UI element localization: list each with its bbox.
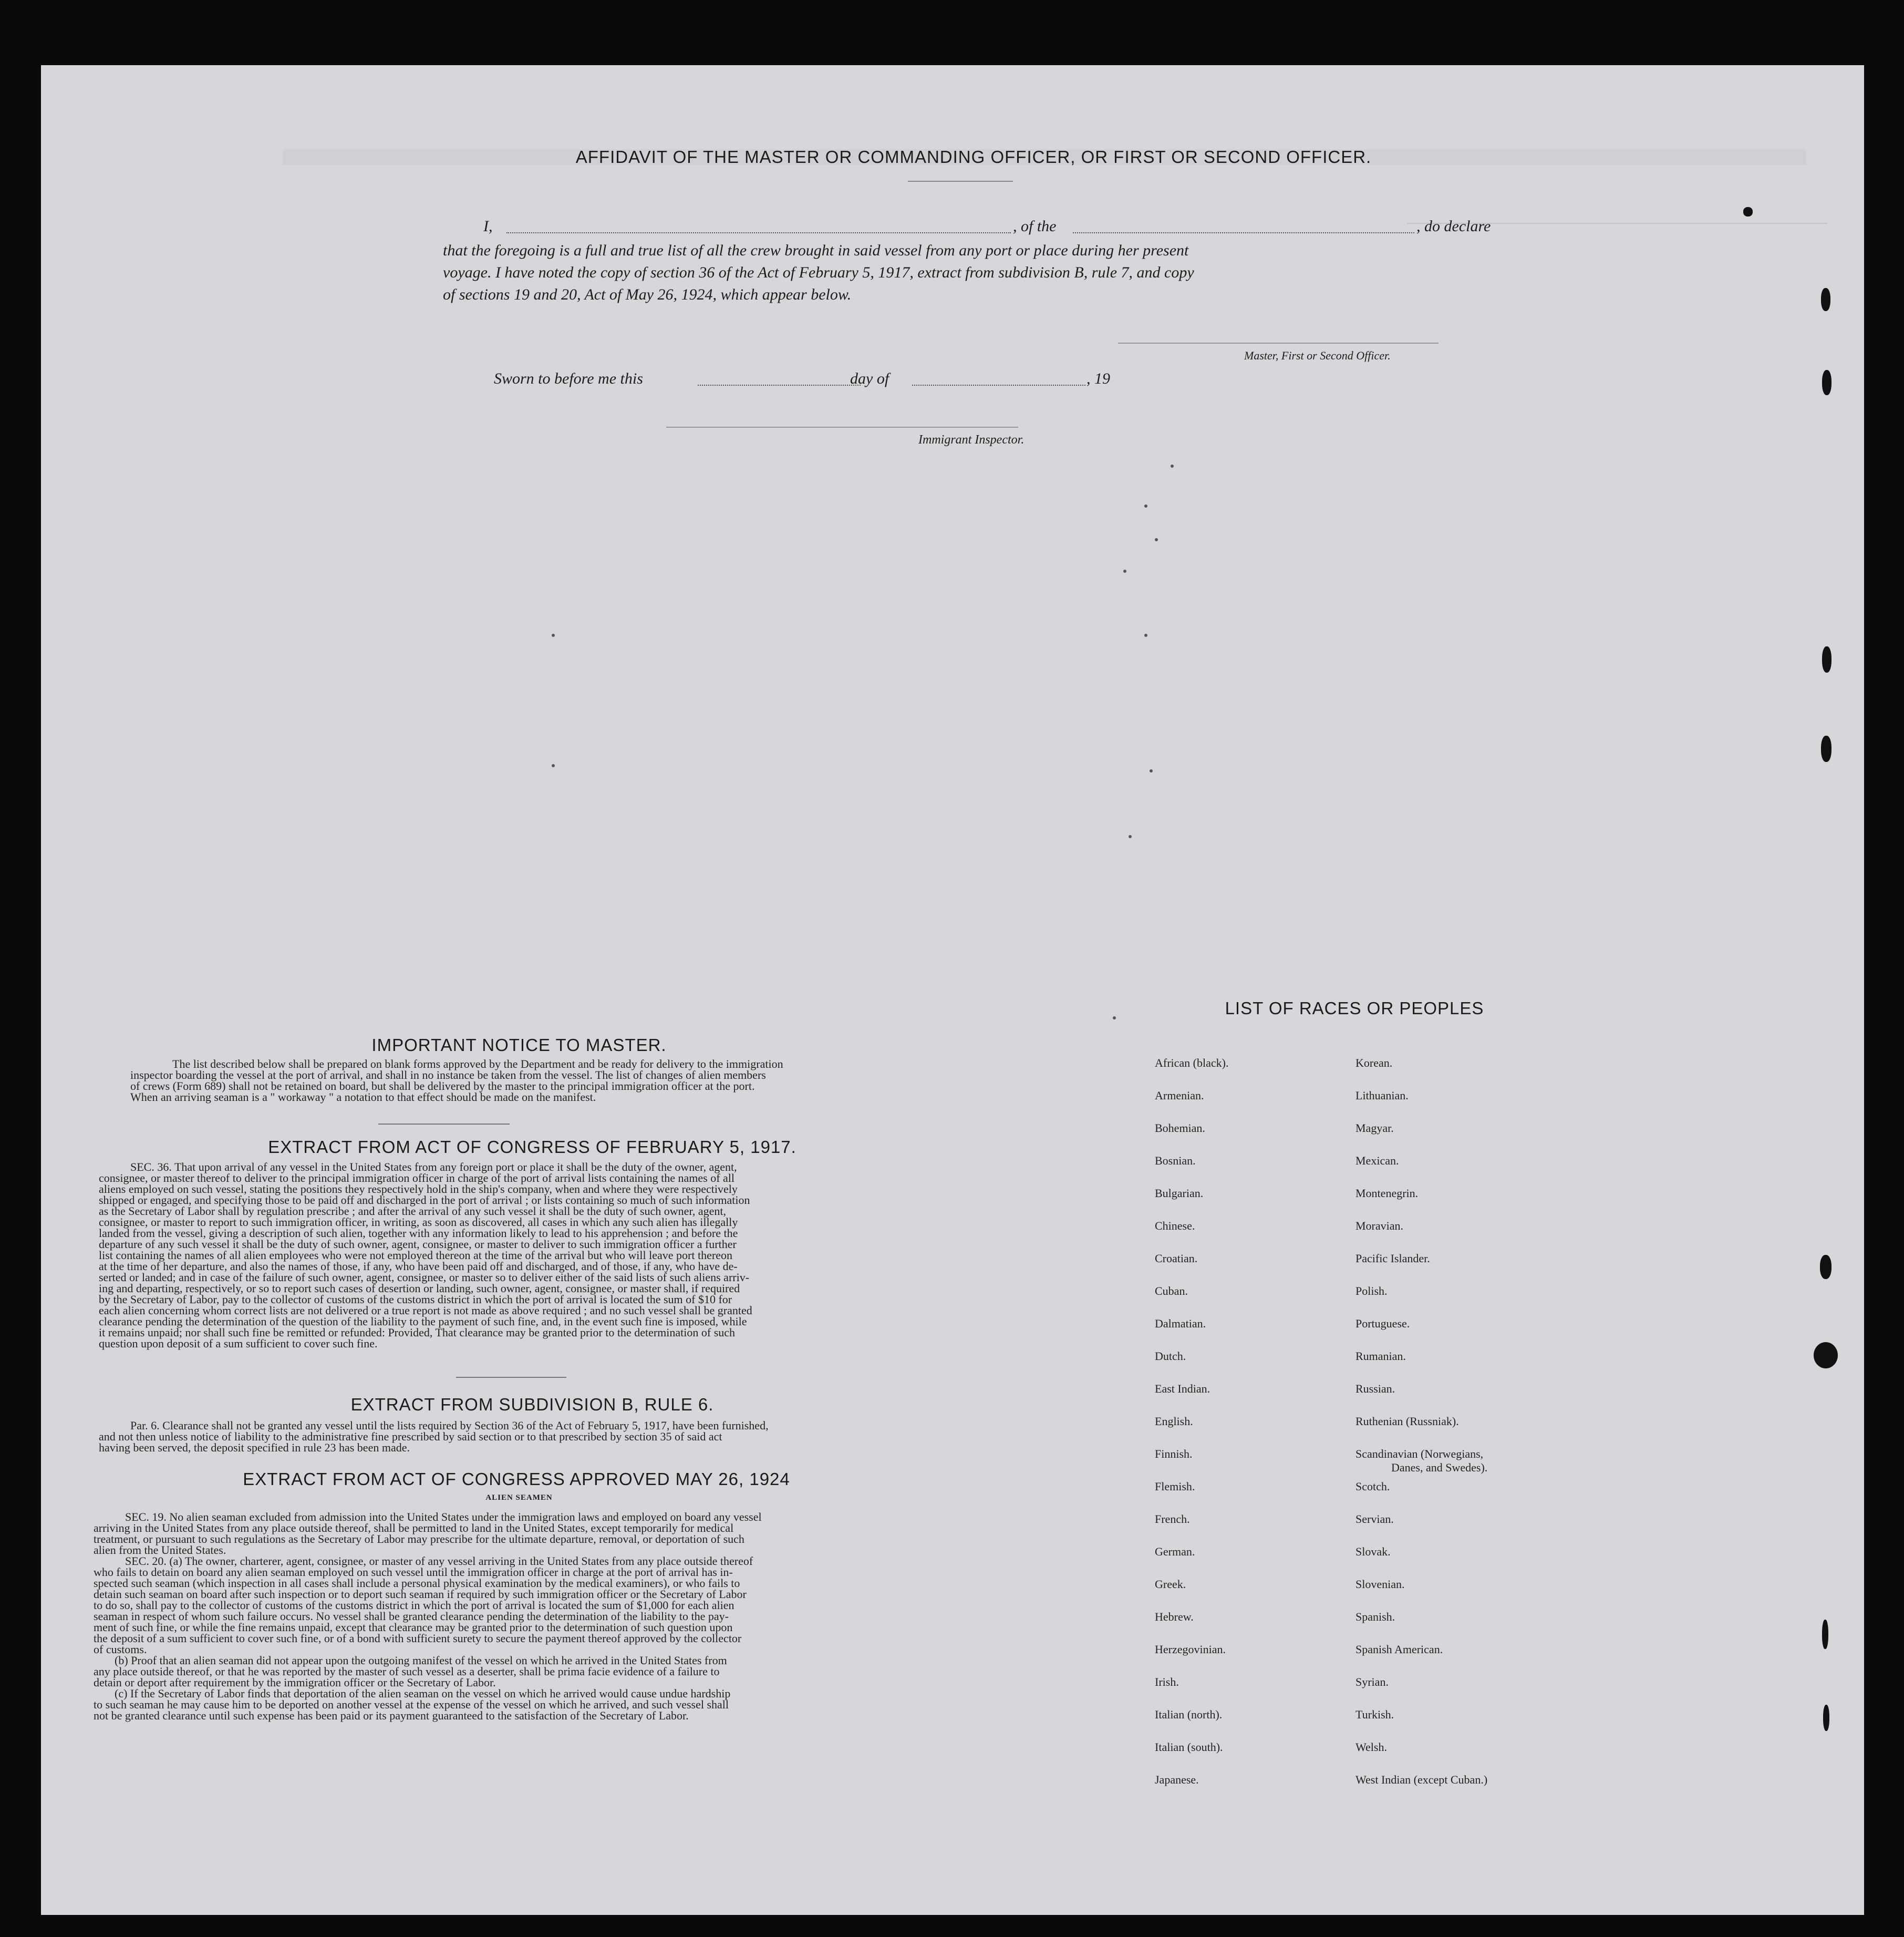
master-signature-label: Master, First or Second Officer. — [1244, 349, 1391, 362]
binder-hole — [1743, 207, 1753, 217]
extract-1924-title: EXTRACT FROM ACT OF CONGRESS APPROVED MAY 26, 1924 — [243, 1469, 790, 1489]
race-item: Lithuanian. — [1355, 1089, 1409, 1102]
day-of-label: day of — [850, 370, 889, 387]
sworn-label: Sworn to before me this — [494, 370, 643, 387]
race-item: Slovak. — [1355, 1545, 1391, 1558]
extract-1917-line: as the Secretary of Labor shall by regulation prescribe ; and after the arrival of any such vessel it shall be the duty of such owner, agent, — [99, 1204, 727, 1218]
race-item: Bulgarian. — [1155, 1187, 1204, 1200]
race-item: Rumanian. — [1355, 1349, 1406, 1363]
race-item: Magyar. — [1355, 1121, 1394, 1135]
extract-1917-line: departure of any such vessel it shall be the duty of such owner, agent, consignee, or master to deliver to such immigration officer a further — [99, 1238, 737, 1251]
extract-1917-line: clearance pending the determination of the question of the liability to the payment of such fine, and, in the event such fine is imposed, while — [99, 1315, 747, 1328]
extract-1924-line: detain such seaman on board after such inspection or to deport such seaman if required by such immigration officer or the Secretary of Labor — [94, 1588, 747, 1601]
extract-1924-line: of customs. — [94, 1643, 147, 1656]
race-item: Ruthenian (Russniak). — [1355, 1415, 1459, 1428]
race-item: Japanese. — [1155, 1773, 1199, 1786]
race-item: East Indian. — [1155, 1382, 1210, 1395]
extract-1917-line: by the Secretary of Labor, pay to the collector of customs of the customs district in which the port of arrival is located the sum of $10 for — [99, 1293, 732, 1306]
extract-1924-line: to do so, shall pay to the collector of customs of the customs district in which the port of arrival is located the sum of $1,000 for each alien — [94, 1599, 734, 1612]
affidavit-line-1: that the foregoing is a full and true list of all the crew brought in said vessel from any port or place during her present — [443, 242, 1189, 259]
subdivision-title: EXTRACT FROM SUBDIVISION B, RULE 6. — [350, 1395, 714, 1414]
extract-1924-line: spected such seaman (which inspection in all cases shall include a personal physical examination by the medical examiners), or who fails to — [94, 1577, 740, 1590]
extract-1917-line: consignee, or master to report to such immigration officer, in writing, as soon as discovered, all cases in which any such alien has illegally — [99, 1215, 738, 1229]
binder-hole — [1814, 1342, 1838, 1368]
races-title: LIST OF RACES OR PEOPLES — [1225, 998, 1484, 1018]
extract-1917-line: at the time of her departure, and also the names of those, if any, who have been paid off and discharged, and of those, if any, who have de- — [99, 1260, 738, 1273]
extract-1917-line: shipped or engaged, and specifying those to be paid off and discharged in the port of arrival ; or lists containing so much of such information — [99, 1193, 750, 1207]
binder-hole — [1823, 1705, 1829, 1731]
subdivision-line: having been served, the deposit specified in rule 23 has been made. — [99, 1441, 410, 1454]
race-item: English. — [1155, 1415, 1193, 1428]
race-item: Finnish. — [1155, 1447, 1193, 1460]
extract-1924-line: not be granted clearance until such expense has been paid or its payment guaranteed to the satisfaction of the Secretary of Labor. — [94, 1709, 689, 1722]
extract-1917-line: each alien concerning whom correct lists are not delivered or a true report is not made as above required ; and no such vessel shall be granted — [99, 1304, 752, 1317]
race-item: German. — [1155, 1545, 1195, 1558]
binder-hole — [1821, 288, 1830, 311]
extract-1917-line: question upon deposit of a sum sufficient to cover such fine. — [99, 1337, 378, 1350]
race-item: Moravian. — [1355, 1219, 1404, 1232]
affidavit-i-label: I, — [483, 218, 493, 235]
race-item: Chinese. — [1155, 1219, 1195, 1232]
race-item: Syrian. — [1355, 1675, 1389, 1688]
race-item: French. — [1155, 1512, 1190, 1526]
extract-1924-line: who fails to detain on board any alien seaman employed on such vessel until the immigration officer in charge at the port of arrival has in- — [94, 1565, 733, 1579]
affidavit-do-declare: , do declare — [1416, 218, 1491, 235]
race-item: Flemish. — [1155, 1480, 1195, 1493]
extract-1917-rule — [456, 1377, 566, 1378]
notice-rule — [378, 1124, 510, 1125]
race-item: Italian (south). — [1155, 1740, 1223, 1754]
race-item: Servian. — [1355, 1512, 1394, 1526]
race-item: Korean. — [1355, 1056, 1393, 1069]
binder-hole — [1822, 1620, 1828, 1649]
extract-1917-line: ing and departing, respectively, or so to report such cases of desertion or landing, such owner, agent, consignee, or master shall, if required — [99, 1282, 740, 1295]
subdivision-line: Par. 6. Clearance shall not be granted any vessel until the lists required by Section 36 of the Act of February 5, 1917, have been furnished, — [130, 1419, 769, 1432]
extract-1924-line: ment of such fine, or while the fine remains unpaid, except that clearance may be granted prior to the determination of such question upon — [94, 1621, 733, 1634]
extract-1917-title: EXTRACT FROM ACT OF CONGRESS OF FEBRUARY 5, 1917. — [268, 1137, 796, 1157]
year-label: , 19 — [1086, 370, 1110, 387]
extract-1917-line: aliens employed on such vessel, stating the positions they respectively hold in the ship's company, when and where they were respectively — [99, 1182, 738, 1196]
race-item: Croatian. — [1155, 1252, 1198, 1265]
race-item: Italian (north). — [1155, 1708, 1223, 1721]
extract-1917-line: serted or landed; and in case of the failure of such owner, agent, consignee, or master so to deliver either of the said lists of such aliens arriv- — [99, 1271, 750, 1284]
binder-hole — [1821, 736, 1831, 762]
race-item: Bohemian. — [1155, 1121, 1205, 1135]
affidavit-of-the: , of the — [1013, 218, 1057, 235]
notice-line: inspector boarding the vessel at the port of arrival, and shall in no instance be taken from the vessel. The list of changes of alien members — [130, 1068, 766, 1081]
race-item: Cuban. — [1155, 1284, 1188, 1297]
notice-line: The list described below shall be prepared on blank forms approved by the Department and be ready for delivery to the immigration — [172, 1057, 783, 1070]
race-item: Mexican. — [1355, 1154, 1399, 1167]
race-item: Turkish. — [1355, 1708, 1394, 1721]
extract-1917-line: list containing the names of all alien employees who were not employed thereon at the time of the arrival but who will leave port thereon — [99, 1249, 732, 1262]
extract-1924-line: treatment, or pursuant to such regulations as the Secretary of Labor may prescribe for the ultimate departure, removal, or deportation of such — [94, 1532, 744, 1546]
extract-1917-line: it remains unpaid; nor shall such fine be remitted or refunded: Provided, That clearance may be granted prior to the determination of such — [99, 1326, 736, 1339]
extract-1924-line: (c) If the Secretary of Labor finds that deportation of the alien seaman on the vessel on which he arrived would cause undue hardship — [115, 1687, 731, 1700]
extract-1917-line: SEC. 36. That upon arrival of any vessel in the United States from any foreign port or place it shall be the duty of the owner, agent, — [130, 1160, 737, 1173]
extract-1917-line: consignee, or master thereof to deliver to the principal immigration officer in charge of the port of arrival lists containing the names of all — [99, 1171, 735, 1184]
extract-1924-line: alien from the United States. — [94, 1543, 226, 1557]
notice-title: IMPORTANT NOTICE TO MASTER. — [371, 1035, 667, 1055]
extract-1924-line: SEC. 19. No alien seaman excluded from admission into the United States under the immigration laws and employed on board any vessel — [125, 1510, 762, 1523]
binder-hole — [1822, 646, 1831, 673]
race-item: Montenegrin. — [1355, 1187, 1419, 1200]
extract-1924-line: to such seaman he may cause him to be deported on another vessel at the expense of the vessel on which he arrived, and such vessel shall — [94, 1698, 729, 1711]
extract-1924-line: any place outside thereof, or that he was reported by the master of such vessel as a deserter, shall be prima facie evidence of a failure to — [94, 1665, 720, 1678]
race-item: Welsh. — [1355, 1740, 1387, 1754]
affidavit-title: AFFIDAVIT OF THE MASTER OR COMMANDING OFFICER, OR FIRST OR SECOND OFFICER. — [575, 147, 1372, 167]
race-item: Pacific Islander. — [1355, 1252, 1430, 1265]
extract-1924-line: arriving in the United States from any place outside thereof, shall be permitted to land in the United States, except temporarily for medical — [94, 1521, 734, 1534]
race-item: Russian. — [1355, 1382, 1395, 1395]
binder-hole — [1820, 1255, 1831, 1279]
race-item: Dalmatian. — [1155, 1317, 1206, 1330]
extract-1924-line: the deposit of a sum sufficient to cover such fine, or of a bond with sufficient surety to secure the payment thereof approved by the collector — [94, 1632, 742, 1645]
race-item: Polish. — [1355, 1284, 1388, 1297]
notice-line: When an arriving seaman is a " workaway " a notation to that effect should be made on the manifest. — [130, 1090, 596, 1104]
race-item: Herzegovinian. — [1155, 1643, 1226, 1656]
affidavit-line-2: voyage. I have noted the copy of section 36 of the Act of February 5, 1917, extract from subdivision B, rule 7, and copy — [443, 264, 1194, 281]
notice-line: of crews (Form 689) shall not be retained on board, but shall be delivered by the master to the principal immigration officer at the port. — [130, 1079, 755, 1093]
race-item: Irish. — [1155, 1675, 1179, 1688]
extract-1917-line: landed from the vessel, giving a description of such alien, together with any information likely to lead to his apprehension ; and before the — [99, 1227, 738, 1240]
inspector-label: Immigrant Inspector. — [918, 433, 1025, 447]
document-page — [41, 65, 1864, 1915]
race-item: Scandinavian (Norwegians, — [1355, 1447, 1484, 1460]
race-item: African (black). — [1155, 1056, 1229, 1069]
race-item: Dutch. — [1155, 1349, 1186, 1363]
subdivision-line: and not then unless notice of liability to the administrative fine prescribed by said section or to that prescribed by section 35 of said act — [99, 1430, 722, 1443]
race-item: Spanish. — [1355, 1610, 1395, 1623]
race-item: Greek. — [1155, 1578, 1186, 1591]
race-item: Scotch. — [1355, 1480, 1390, 1493]
extract-1924-line: detain or deport after requirement by the immigration officer or the Secretary of Labor. — [94, 1676, 496, 1689]
race-item: Armenian. — [1155, 1089, 1204, 1102]
extract-1924-line: SEC. 20. (a) The owner, charterer, agent, consignee, or master of any vessel arriving in the United States from any place outside thereof — [125, 1554, 753, 1568]
race-item: West Indian (except Cuban.) — [1355, 1773, 1488, 1786]
extract-1924-line: seaman in respect of whom such failure occurs. No vessel shall be granted clearance pending the determination of the liability to the pay- — [94, 1610, 729, 1623]
race-item: Danes, and Swedes). — [1391, 1461, 1488, 1474]
extract-1924-subtitle: ALIEN SEAMEN — [485, 1493, 553, 1502]
race-item: Slovenian. — [1355, 1578, 1405, 1591]
affidavit-line-3: of sections 19 and 20, Act of May 26, 1924, which appear below. — [443, 286, 852, 303]
race-item: Hebrew. — [1155, 1610, 1194, 1623]
race-item: Bosnian. — [1155, 1154, 1196, 1167]
race-item: Portuguese. — [1355, 1317, 1410, 1330]
race-item: Spanish American. — [1355, 1643, 1443, 1656]
extract-1924-line: (b) Proof that an alien seaman did not appear upon the outgoing manifest of the vessel on which he arrived in the United States from — [115, 1654, 727, 1667]
binder-hole — [1822, 370, 1831, 395]
